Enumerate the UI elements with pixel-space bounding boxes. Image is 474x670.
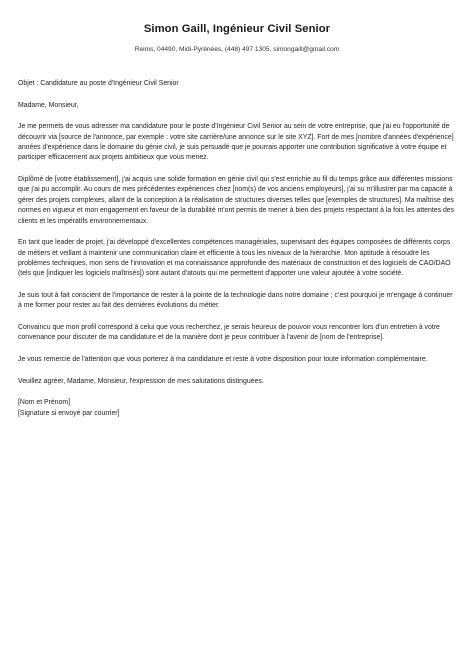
letter-closing: Veuillez agréer, Madame, Monsieur, l'expression de mes salutations distinguées. (18, 377, 264, 385)
letter-paragraph-4: Je suis tout à fait conscient de l'importance de rester à la pointe de la technologie dans notre domaine ; c'est pourquoi je m'engage à continuer à me former pour rester au fait des dernières évolutions du métier. (18, 292, 453, 310)
letter-salutation: Madame, Monsieur, (18, 101, 79, 109)
letter-paragraph-3: En tant que leader de projet, j'ai développé d'excellentes compétences managériales, supervisant des équipes composées de différents corps de métiers et veillant à maintenir une communication claire et efficiente à tous les niveaux de la hiérarchie. Mon aptitude à résoudre les problèmes techniques, mon sens de l'innovation et ma connaissance approfondie des matériaux de construction et des logiciels de CAO/DAO (tels que [indiquer les logiciels maîtrisés]) sont autant d'atouts qui me permettent d'apporter une valeur ajoutée à votre société. (18, 239, 451, 278)
letter-paragraph-6: Je vous remercie de l'attention que vous porterez à ma candidature et reste à votre disposition pour toute information complémentaire. (18, 356, 428, 364)
letter-paragraph-5: Convaincu que mon profil correspond à celui que vous recherchez, je serais heureux de pouvoir vous rencontrer lors d'un entretien à votre convenance pour discuter de ma candidature et de la manière dont je peux contribuer à l'avenir de [nom de l'entreprise]. (18, 324, 440, 342)
letter-header (0, 0, 474, 54)
letter-paragraph-2: Diplômé de [votre établissement], j'ai acquis une solide formation en génie civil qui s'est enrichie au fil du temps grâce aux différentes missions que j'ai pu accomplir. Au cours de mes précédentes expériences chez [nom(s) de vos anciens employeurs], j'ai su m'illustrer par ma capacité à gérer des projets complexes, allant de la conception à la réalisation de structures diverses telles que [exemples de structures]. Ma maîtrise des normes en vigueur et mon engagement en faveur de la durabilité m'ont permis de mener à bien des projets respectant à la fois les attentes des clients et les impératifs environnementaux. (18, 176, 455, 225)
letter-body (18, 79, 458, 419)
letter-subject: Objet : Candidature au poste d'Ingénieur Civil Senior (18, 80, 179, 87)
letter-paragraph-1: Je me permets de vous adresser ma candidature pour le poste d'Ingénieur Civil Senior au sein de votre entreprise, que j'ai eu l'opportunité de découvrir via [source de l'annonce, par exemple : votre site carrière/une annonce sur le site XYZ]. Fort de mes [nombre d'années d'expérience] années d'expérience dans le domaine du génie civil, je suis persuadé que je pourrais apporter une contribution significative à votre équipe et participer efficacement aux projets ambitieux que vous menez. (18, 123, 454, 162)
sender-name: Simon Gaill, Ingénieur Civil Senior (143, 23, 331, 35)
signature-note: [Signature si envoyé par courrier] (18, 409, 120, 417)
signature-name: [Nom et Prénom] (18, 399, 71, 407)
sender-contact: Reims, 04490, Midi-Pyrénées, (448) 497 1305, simongaill@gmail.com (134, 46, 340, 53)
